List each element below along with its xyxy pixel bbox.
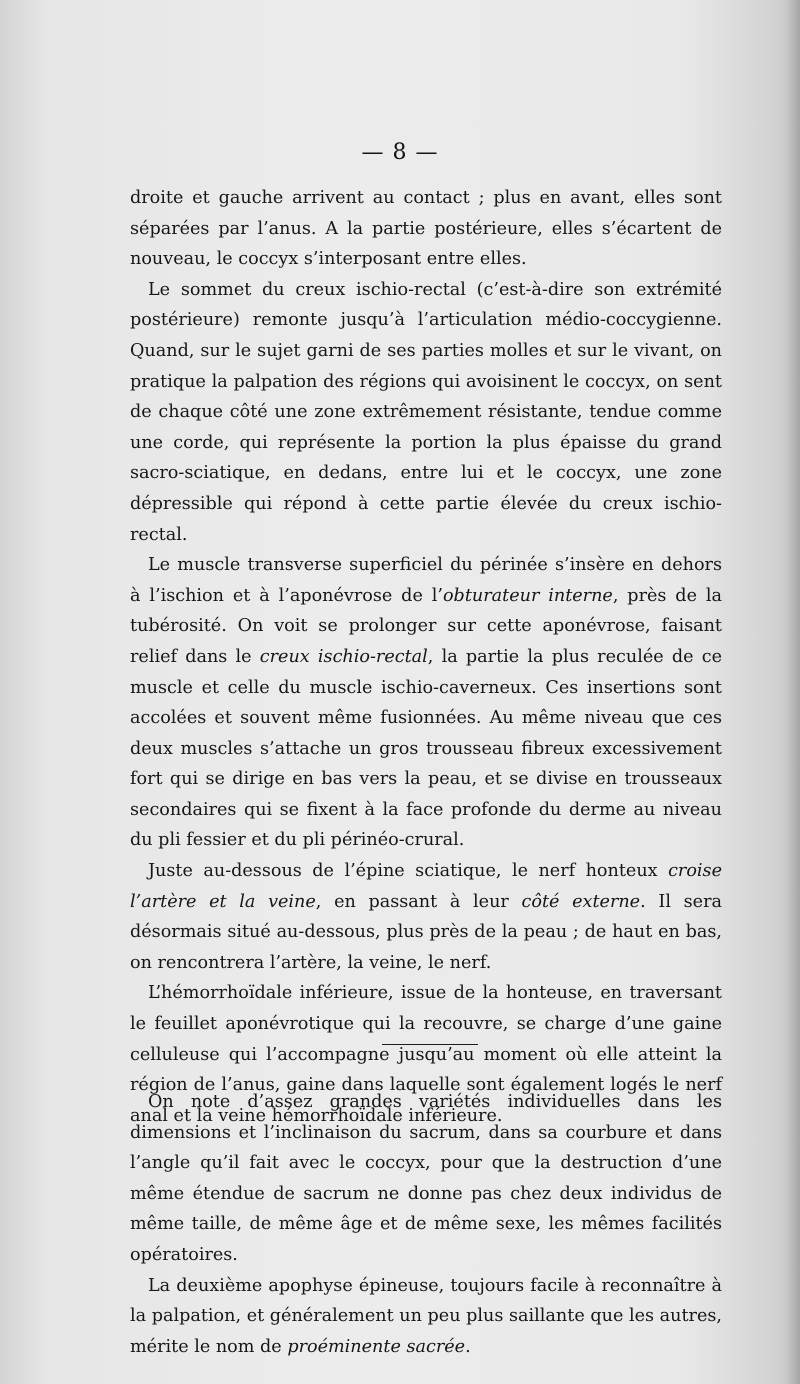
paragraph [130, 1271, 722, 1363]
text-run: Juste au-dessous de l’épine sciatique, le nerf honteux [148, 861, 669, 882]
paragraph [130, 550, 722, 856]
text-run: La deuxième apophyse épineuse, toujours facile à reconnaître à la palpation, et généralement un peu plus saillante que les autres, mérite le nom de [130, 1275, 722, 1357]
page-number: — 8 — [361, 140, 439, 165]
text-section-lower [130, 1087, 722, 1362]
text-run: . [465, 1336, 471, 1357]
paragraph [130, 183, 722, 275]
italic-term: obturateur interne [442, 585, 613, 606]
italic-term: creux ischio-rectal [259, 646, 428, 667]
text-run: Le muscle transverse superficiel du périnée s’insère en dehors à l’ischion et à l’aponévrose de l’ [130, 555, 722, 606]
page-edge-shadow [786, 0, 800, 1384]
section-divider [382, 1044, 478, 1045]
text-run: , près de la tubérosité. On voit se prolonger sur cette aponévrose, faisant relief dans le [130, 585, 722, 667]
italic-term: proéminente sacrée [287, 1336, 466, 1357]
text-run: Le sommet du creux ischio-rectal (c’est-à-dire son extrémité postérieure) remonte jusqu’à l’articulation médio-coccygienne. Quand, sur le sujet garni de ses parties molles et sur le vivant, on pratique la palpation des régions qui avoisinent le coccyx, on sent de chaque côté une zone extrêmement résistante, tendue comme une corde, qui représente la portion la plus épaisse du grand sacro-sciatique, en dedans, entre lui et le coccyx, une zone dépressible qui répond à cette partie élevée du creux ischio-rectal. [130, 279, 722, 545]
text-run: . Il sera désormais situé au-dessous, plus près de la peau ; de haut en bas, on rencontrera l’artère, la veine, le nerf. [130, 891, 722, 973]
italic-term: croise l’artère et la veine [130, 861, 722, 912]
text-run: On note d’assez grandes variétés individuelles dans les dimensions et l’inclinaison du sacrum, dans sa courbure et dans l’angle qu’il fait avec le coccyx, pour que la destruction d’une même étendue de sacrum ne donne pas chez deux individus de même taille, de même âge et de même sexe, les mêmes facilités opératoires. [130, 1092, 722, 1265]
text-run: , la partie la plus reculée de ce muscle et celle du muscle ischio-caverneux. Ces insertions sont accolées et souvent même fusionnées. Au même niveau que ces deux muscles s’attache un gros trousseau fibreux excessivement fort qui se dirige en bas vers la peau, et se divise en trousseaux secondaires qui se fixent à la face profonde du derme au niveau du pli fessier et du pli périnéo-crural. [130, 646, 723, 851]
text-section-upper [130, 183, 722, 1131]
paragraph [130, 275, 722, 550]
text-run: droite et gauche arrivent au contact ; plus en avant, elles sont séparées par l’anus. A la partie postérieure, elles s’écartent de nouveau, le coccyx s’interposant entre elles. [130, 188, 722, 270]
text-run: L’hémorrhoïdale inférieure, issue de la honteuse, en traversant le feuillet aponévrotique qui la recouvre, se charge d’une gaine celluleuse qui l’accompagne jusqu’au moment où elle atteint la région de l’anus, gaine dans laquelle sont également logés le nerf anal et la veine hémorrhoïdale inférieure. [130, 983, 722, 1126]
italic-term: côté externe [521, 891, 641, 912]
text-run: , en passant à leur [315, 891, 522, 912]
paragraph [130, 1087, 722, 1271]
paragraph [130, 856, 722, 978]
